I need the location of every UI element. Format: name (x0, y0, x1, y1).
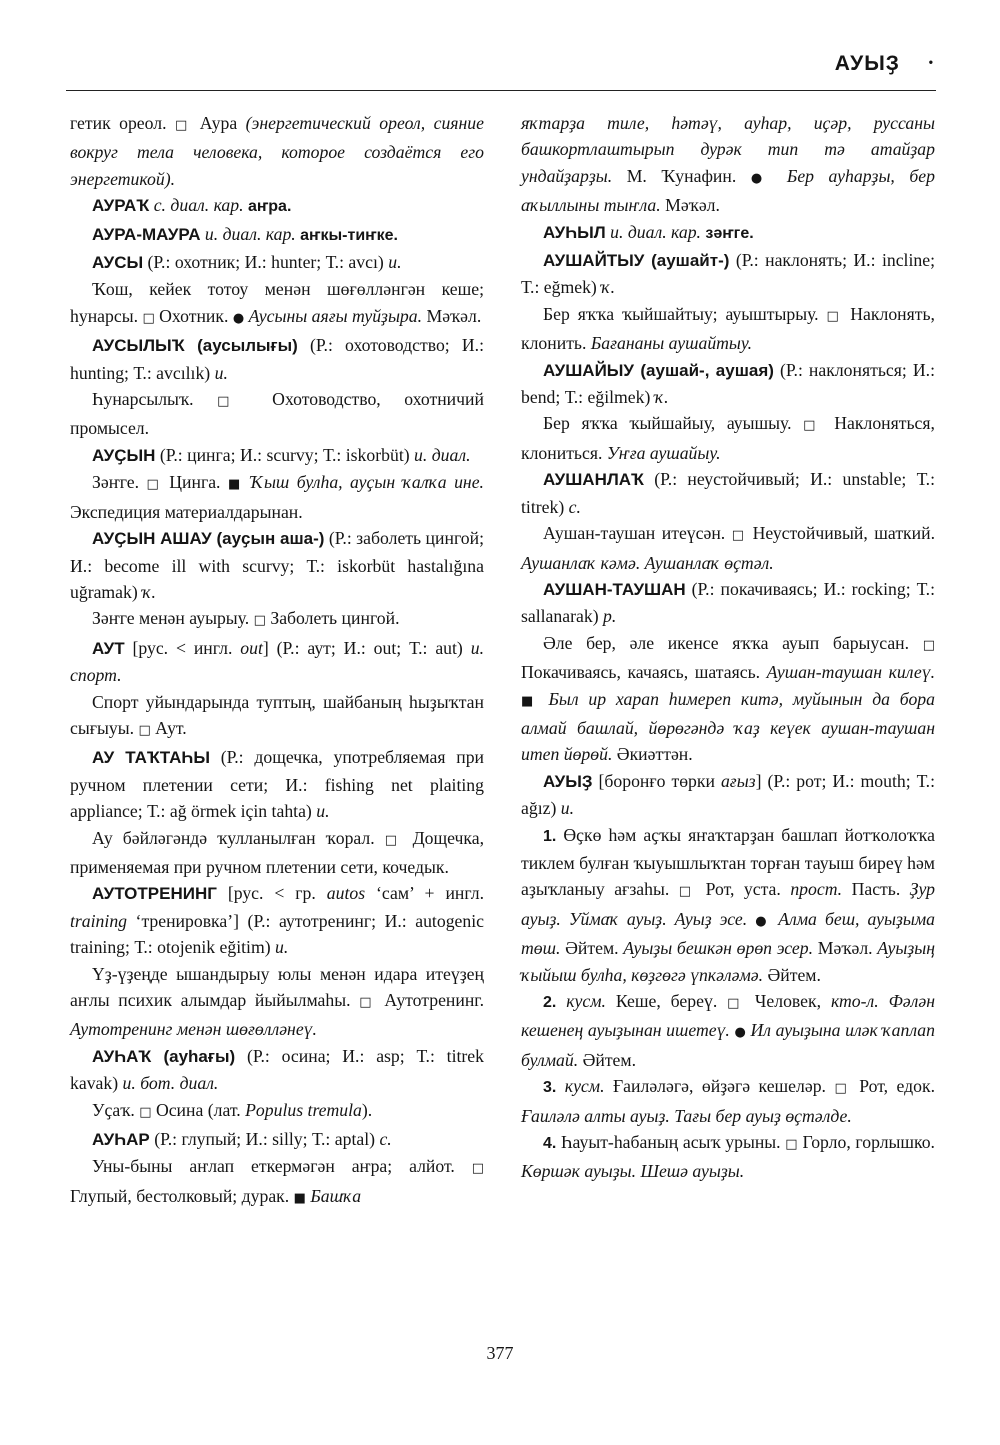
italic-run: Ҡыш булһа, ауҫын ҡалҡа ине. (243, 472, 484, 493)
dictionary-paragraph (70, 276, 484, 332)
text-run: Әле бер, әле икенсе яҡҡа ауып барыусан. (543, 632, 923, 653)
headword: АУТ (92, 638, 125, 658)
text-run: Рот, уста. (696, 879, 791, 900)
headword: АУ ТАҠТАҺЫ (92, 748, 210, 768)
translation-marker-icon: □ (826, 308, 843, 324)
text-run: Рот, едок. (850, 1076, 935, 1097)
text-run: Пасть. (842, 879, 910, 900)
text-run: Цинга. (161, 472, 228, 493)
text-run: (Р.: покачиваясь; И.: rocking; Т.: sallanarak) (521, 578, 935, 627)
italic-run: и. диал. кар. (605, 221, 701, 242)
text-run: Спорт уйындарында туптың, шайбаның һыҙыҡтан сығыуы. (70, 691, 484, 738)
text-run: (Р.: дощечка, употребляемая при ручном плетении сети; И.: fishing net plaiting appliance; Т.: ağ örmek için tahta) (70, 747, 485, 822)
text-run: Әйтем. (560, 938, 624, 959)
text-run: ] (Р.: аут; И.: out; Т.: aut) (262, 637, 471, 658)
translation-marker-icon: □ (139, 1104, 152, 1120)
dictionary-paragraph (521, 110, 935, 219)
text-run: Әкиәттән. (612, 744, 693, 765)
italic-run: кто-л. (830, 991, 879, 1011)
dictionary-paragraph (70, 1043, 484, 1097)
italic-run: ҡ. (142, 581, 156, 602)
headword: АУРА-МАУРА (92, 224, 201, 244)
dictionary-paragraph (70, 332, 484, 386)
text-run: ). (361, 1099, 373, 1120)
headword: АУШАНЛАҠ (543, 470, 644, 490)
text-run: ‘сам’ + ингл. (365, 883, 484, 904)
italic-run: (энергетический ореол, сияние вокруг тела человека, которое создаётся его энергетикой). (70, 113, 484, 189)
headword: АУЫҘ (543, 771, 593, 791)
dictionary-paragraph (521, 219, 935, 247)
italic-run: Бағананы аушайтыу. (590, 333, 753, 354)
italic-run: и. (316, 801, 330, 822)
dictionary-paragraph (521, 247, 935, 301)
text-run: Заболеть цингой. (265, 608, 400, 629)
text-run: Охотоводство, охотничий промысел. (70, 389, 484, 439)
dictionary-paragraph (521, 520, 935, 576)
text-run: Зәҥге менән ауырыу. (92, 608, 254, 629)
headword: АУҪЫН АШАУ (ауҫын аша-) (92, 529, 325, 549)
dictionary-paragraph (521, 301, 935, 357)
translation-marker-icon: □ (174, 118, 192, 133)
italic-run: и. диал. (414, 444, 471, 465)
text-run: Аушан-таушан итеүсән. (543, 523, 732, 544)
text-run: Үҙ-үҙеңде ышандырыу юлы менән идара итеүҙең аҥлы психик алымдар йыйылмаһы. (70, 963, 484, 1010)
dictionary-paragraph (70, 1097, 484, 1126)
bold-run: 1. (543, 827, 557, 845)
italic-run: Ауыҙың ҡыйыш булһа, көҙгөгә үпкәләмә. (521, 938, 935, 985)
text-run: Экспедиция материалдарынан. (70, 501, 303, 522)
text-run: Наклонять, клонить. (521, 303, 935, 354)
example-marker-icon: ■ (521, 693, 539, 709)
left-column (70, 110, 484, 1212)
text-run: (Р.: цинга; И.: scurvy; Т.: iskorbüt) (155, 444, 415, 465)
bold-run: зәҥге. (705, 224, 754, 242)
italic-run: Ғаиләлә алты ауыҙ. Тағы бер ауыҙ өҫтәлде. (521, 1105, 852, 1126)
translation-marker-icon: □ (678, 884, 697, 900)
text-run: Кеше, береү. (605, 991, 728, 1011)
text-run: ] (Р.: рот; И.: mouth; Т.: ağız) (521, 770, 935, 819)
text-run: Мәҡәл. (813, 938, 878, 959)
text-run: Ҡош, кейек тотоу менән шөғөлләнгән кеше; һунарсы. (70, 279, 484, 326)
italic-run: ҡ. (654, 387, 669, 408)
dictionary-paragraph (521, 576, 935, 630)
translation-marker-icon: □ (727, 996, 745, 1011)
header-rule (66, 90, 936, 91)
headword: АУШАЙЫУ (аушай-, аушая) (543, 360, 774, 380)
dictionary-paragraph (70, 249, 484, 276)
italic-run: и. бот. диал. (122, 1073, 219, 1094)
italic-run: training (70, 910, 128, 931)
dictionary-paragraph (521, 1073, 935, 1129)
text-run: Ау бәйләгәндә ҡулланылған ҡорал. (92, 827, 385, 848)
text-run: Наклоняться, клониться. (521, 413, 935, 463)
translation-marker-icon: □ (138, 722, 151, 738)
headword: АУҺАҠ (ауһағы) (92, 1046, 236, 1066)
running-head-mark: • (928, 55, 934, 69)
translation-marker-icon: □ (471, 1161, 484, 1177)
text-run: (Р.: глупый; И.: silly; Т.: aptal) (149, 1129, 380, 1150)
translation-marker-icon: □ (384, 832, 403, 848)
italic-run: и. (214, 362, 228, 383)
text-run: Дощечка, применяемая при ручном плетении сети, кочедык. (70, 827, 484, 877)
text-run: [боронғо төрки (592, 770, 721, 791)
text-run: Өҫкө һәм аҫҡы яҥаҡтарҙан башлап йотҡолоҡҡа тиклем булған ҡыуышлыҡтан торған тауыш биреү һәм аҙыҡланыу ағзаһы. (521, 824, 935, 900)
dictionary-paragraph (70, 110, 484, 192)
bold-run: аҥра. (247, 198, 292, 216)
text-run: (Р.: неустойчивый; И.: unstable; Т.: titrek) (521, 469, 935, 517)
dictionary-paragraph (70, 469, 484, 525)
italic-run: Аутотренинг менән шөғөлләнеү. (70, 1019, 317, 1040)
headword: АУҪЫН (92, 445, 156, 465)
text-run: Уҫаҡ. (92, 1099, 140, 1120)
dictionary-paragraph (521, 768, 935, 822)
italic-run: яҡтарҙа тиле, һәтәү, ауһар, иҫәр, руссаны башкортлаштырып дурәк тип тә атайҙар ундайҙарҙы. (521, 113, 935, 186)
italic-run: autos (326, 883, 366, 904)
italic-run: р. (603, 606, 617, 627)
dictionary-paragraph (70, 961, 484, 1043)
italic-run: и. (388, 252, 402, 273)
text-run (879, 991, 889, 1011)
text-run: Һунарсылыҡ. (92, 389, 218, 410)
italic-run: Ауыҙы бешкән өрөп эсер. (623, 938, 814, 959)
text-run: Ғаиләләгә, өйҙәгә кешеләр. (604, 1076, 835, 1097)
text-run: Человек, (744, 991, 831, 1011)
dictionary-paragraph (70, 221, 484, 249)
proverb-marker-icon: ● (734, 1025, 746, 1041)
italic-run: и. спорт. (70, 637, 484, 686)
italic-run: и. (560, 798, 575, 819)
translation-marker-icon: □ (834, 1081, 851, 1097)
headword: АУҺАР (92, 1130, 150, 1150)
text-run: (Р.: наклонять; И.: incline; Т.: eğmek) (521, 250, 935, 298)
italic-run: и. диал. кар. (200, 223, 296, 244)
headword: АУҺЫЛ (543, 222, 606, 242)
italic-run: ҡ. (601, 277, 615, 298)
italic-run: и. (275, 937, 289, 958)
translation-marker-icon: □ (785, 1137, 798, 1153)
italic-run: Аусыны аяғы туйҙыра. (244, 305, 423, 326)
dictionary-paragraph (70, 442, 484, 469)
example-marker-icon: ■ (227, 477, 244, 493)
text-run: ‘тренировка’] (Р.: аутотренинг; И.: autogenic training; Т.: otojenik eğitim) (70, 910, 484, 958)
bold-run: 3. (543, 1079, 557, 1097)
dictionary-paragraph (70, 744, 484, 824)
translation-marker-icon: □ (142, 310, 155, 326)
page-number: 377 (486, 1343, 514, 1363)
italic-run: с. (568, 496, 581, 517)
text-run: Мәҡәл. (660, 195, 720, 216)
italic-run: out (240, 637, 263, 658)
italic-run: кусм. (556, 1076, 605, 1097)
headword: АУШАЙТЫУ (аушайт-) (543, 251, 730, 271)
translation-marker-icon: □ (253, 613, 266, 629)
italic-run: кусм. (556, 991, 606, 1011)
text-run: М. Ҡунафин. (612, 165, 751, 186)
text-run: [рус. < гр. (216, 883, 327, 904)
dictionary-paragraph (521, 1129, 935, 1185)
italic-run: Алма беш, ауыҙыма төш. (521, 908, 935, 959)
italic-run: Populus tremula (245, 1099, 362, 1120)
italic-run: Көршәк ауыҙы. Шешә ауыҙы. (521, 1161, 745, 1182)
translation-marker-icon: □ (359, 995, 376, 1010)
example-marker-icon: ■ (293, 1190, 306, 1206)
dictionary-paragraph (70, 605, 484, 634)
dictionary-paragraph (70, 825, 484, 881)
text-run: Уны-быны аҥлап еткермәгән аҥра; алйот. (92, 1156, 472, 1177)
text-run: Мәҡәл. (422, 305, 482, 326)
headword: АУШАН-ТАУШАН (543, 579, 686, 599)
proverb-marker-icon: ● (232, 310, 245, 326)
dictionary-paragraph (70, 689, 484, 745)
dictionary-paragraph (521, 822, 935, 988)
translation-marker-icon: □ (146, 477, 162, 493)
translation-marker-icon: □ (922, 637, 935, 653)
translation-marker-icon: □ (803, 418, 823, 434)
text-run: Аут. (150, 717, 187, 738)
dictionary-paragraph (70, 635, 484, 689)
translation-marker-icon: □ (731, 528, 747, 544)
right-column (521, 110, 935, 1185)
italic-run: с. (379, 1129, 392, 1150)
italic-run: ағыз (720, 770, 756, 791)
text-run: (Р.: заболеть цингой; И.: become ill with scurvy; Т.: iskorbüt hastalığına uğramak) (70, 528, 484, 602)
text-run: Аутотренинг. (375, 990, 484, 1010)
italic-run: Ҙур ауыҙ. Уймаҡ ауыҙ. Ауыҙ эсе. (521, 879, 935, 929)
dictionary-paragraph (70, 880, 484, 960)
text-run: Аура (191, 113, 246, 133)
italic-run: Был ир харап һимереп китә, муйынын да бора алмай башлай, йөрөгәндә ҡаҙ кеүек аушан-таушан итеп йөрөй. (521, 688, 935, 765)
italic-run: Аушан-таушан килеү. (766, 662, 935, 683)
text-run: (Р.: осина; И.: asp; Т.: titrek kavak) (70, 1045, 484, 1094)
text-run: Охотник. (154, 305, 233, 326)
italic-run: Уҥға аушайыу. (606, 442, 721, 463)
headword: АУРАҠ (92, 196, 150, 216)
text-run: Осина (лат. (151, 1099, 246, 1120)
text-run: Әйтем. (763, 964, 821, 985)
bold-run: 4. (543, 1135, 557, 1153)
dictionary-paragraph (521, 630, 935, 768)
italic-run: Фәлән кешенең ауыҙынан ишетеү. (521, 991, 935, 1041)
text-run: Горло, горлышко. (797, 1132, 935, 1153)
translation-marker-icon: □ (217, 394, 249, 410)
text-run: Глупый, бестолковый; дурак. (70, 1185, 294, 1206)
dictionary-paragraph (521, 357, 935, 411)
italic-run: Ил ауыҙына иләк ҡаплап булмай. (521, 1020, 935, 1070)
dictionary-paragraph (70, 525, 484, 605)
italic-run: Башҡа (305, 1185, 362, 1206)
headword: АУСЫЛЫҠ (аусылығы) (92, 336, 298, 356)
text-run: Покачиваясь, качаясь, шатаясь. (521, 662, 767, 683)
headword: АУСЫ (92, 253, 144, 273)
text-run: Әйтем. (578, 1049, 637, 1070)
text-run: (Р.: наклоняться; И.: bend; Т.: eğilmek) (521, 359, 936, 408)
proverb-marker-icon: ● (750, 170, 773, 186)
bold-run: аҥкы-тиҥкe. (300, 226, 398, 244)
dictionary-paragraph (521, 410, 935, 466)
italic-run: прост. (790, 879, 843, 900)
headword: АУТОТРЕНИНГ (92, 884, 217, 904)
text-run: (Р.: охотник; И.: hunter; Т.: avcı) (143, 252, 389, 273)
italic-run: Аушанлаҡ кәмә. Аушанлаҡ өҫтәл. (521, 552, 774, 573)
bold-run: 2. (543, 994, 557, 1011)
text-run: Зәҥге. (92, 472, 147, 493)
dictionary-paragraph (70, 1126, 484, 1153)
dictionary-paragraph (70, 1153, 484, 1212)
proverb-marker-icon: ● (755, 913, 771, 929)
text-run: Бер яҡҡа ҡыйшайыу, ауышыу. (543, 413, 804, 434)
dictionary-paragraph (70, 192, 484, 220)
text-run: Неустойчивый, шаткий. (746, 523, 935, 544)
text-run: (Р.: охотоводство; И.: hunting; Т.: avcılık) (70, 335, 484, 383)
text-run: Һауыт-һабаның асыҡ урыны. (556, 1132, 786, 1153)
italic-run: с. диал. кар. (149, 195, 244, 216)
dictionary-paragraph (70, 386, 484, 442)
italic-run: Бер ауһарҙы, бер аҡыллыны тыҥла. (521, 165, 935, 216)
dictionary-paragraph (521, 466, 935, 520)
running-head (835, 52, 934, 76)
text-run (747, 909, 755, 929)
text-run: Бер яҡҡа ҡыйшайтыу; ауыштырыу. (543, 303, 827, 324)
text-run: [рус. < ингл. (124, 637, 241, 658)
text-run: гетик ореол. (70, 113, 175, 133)
running-head-word: АУЫҘ (834, 52, 900, 75)
dictionary-paragraph (521, 988, 935, 1073)
